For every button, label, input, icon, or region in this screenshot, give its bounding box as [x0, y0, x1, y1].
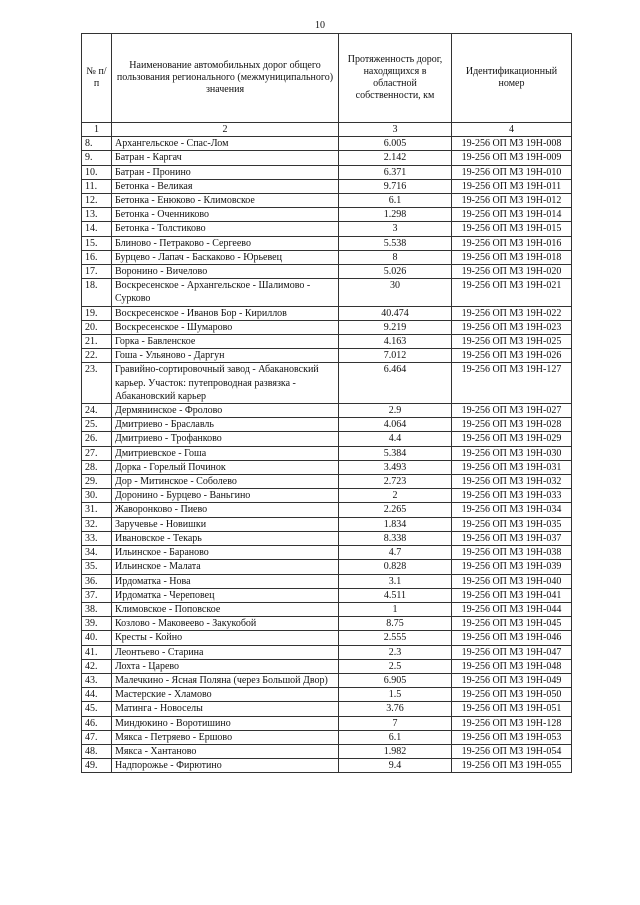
road-id: 19-256 ОП МЗ 19Н-018 [452, 250, 572, 264]
road-length: 7.012 [339, 349, 452, 363]
road-length: 9.716 [339, 179, 452, 193]
row-number: 9. [82, 151, 112, 165]
road-id: 19-256 ОП МЗ 19Н-038 [452, 546, 572, 560]
road-name: Бетонка - Толстиково [112, 222, 339, 236]
road-name: Надпорожье - Фирютино [112, 759, 339, 773]
road-length: 8.338 [339, 531, 452, 545]
road-name: Кресты - Койно [112, 631, 339, 645]
road-name: Воскресенское - Иванов Бор - Кириллов [112, 306, 339, 320]
road-length: 6.371 [339, 165, 452, 179]
road-length: 3.1 [339, 574, 452, 588]
table-row [82, 531, 572, 545]
road-name: Мастерские - Хламово [112, 688, 339, 702]
road-name: Ильинское - Бараново [112, 546, 339, 560]
road-name: Ирдоматка - Нова [112, 574, 339, 588]
row-number: 18. [82, 279, 112, 306]
table-row [82, 236, 572, 250]
road-length: 4.7 [339, 546, 452, 560]
road-id: 19-256 ОП МЗ 19Н-012 [452, 194, 572, 208]
road-id: 19-256 ОП МЗ 19Н-039 [452, 560, 572, 574]
road-name: Гоша - Ульяново - Даргун [112, 349, 339, 363]
column-numbers-row [82, 123, 572, 137]
road-length: 30 [339, 279, 452, 306]
road-name: Бурцево - Лапач - Баскаково - Юрьевец [112, 250, 339, 264]
row-number: 22. [82, 349, 112, 363]
road-id: 19-256 ОП МЗ 19Н-034 [452, 503, 572, 517]
road-name: Малечкино - Ясная Поляна (через Большой Двор) [112, 673, 339, 687]
road-id: 19-256 ОП МЗ 19Н-127 [452, 363, 572, 404]
table-row [82, 631, 572, 645]
row-number: 29. [82, 475, 112, 489]
road-id: 19-256 ОП МЗ 19Н-010 [452, 165, 572, 179]
table-row [82, 250, 572, 264]
road-name: Гравийно-сортировочный завод - Абакановский карьер. Участок: путепроводная развязка - Абакановский карьер [112, 363, 339, 404]
road-length: 5.384 [339, 446, 452, 460]
row-number: 32. [82, 517, 112, 531]
road-id: 19-256 ОП МЗ 19Н-033 [452, 489, 572, 503]
row-number: 47. [82, 730, 112, 744]
table-row [82, 489, 572, 503]
road-id: 19-256 ОП МЗ 19Н-009 [452, 151, 572, 165]
road-name: Мякса - Хантаново [112, 744, 339, 758]
road-length: 9.219 [339, 320, 452, 334]
road-id: 19-256 ОП МЗ 19Н-008 [452, 137, 572, 151]
road-name: Дермянинское - Фролово [112, 404, 339, 418]
road-name: Дорка - Горелый Починок [112, 460, 339, 474]
road-name: Козлово - Маковеево - Закукобой [112, 617, 339, 631]
table-row [82, 404, 572, 418]
row-number: 20. [82, 320, 112, 334]
row-number: 40. [82, 631, 112, 645]
road-name: Воскресенское - Шумарово [112, 320, 339, 334]
row-number: 31. [82, 503, 112, 517]
road-length: 4.163 [339, 335, 452, 349]
road-name: Горка - Бавленское [112, 335, 339, 349]
road-name: Дмитриево - Трофанково [112, 432, 339, 446]
row-number: 10. [82, 165, 112, 179]
road-id: 19-256 ОП МЗ 19Н-050 [452, 688, 572, 702]
row-number: 37. [82, 588, 112, 602]
road-name: Климовское - Поповское [112, 602, 339, 616]
road-name: Ирдоматка - Череповец [112, 588, 339, 602]
road-id: 19-256 ОП МЗ 19Н-025 [452, 335, 572, 349]
road-id: 19-256 ОП МЗ 19Н-128 [452, 716, 572, 730]
page-number: 10 [315, 20, 325, 31]
road-length: 1.982 [339, 744, 452, 758]
row-number: 46. [82, 716, 112, 730]
road-name: Дмитриевское - Гоша [112, 446, 339, 460]
road-length: 5.026 [339, 265, 452, 279]
road-length: 1.834 [339, 517, 452, 531]
header-num: № п/п [82, 34, 112, 123]
row-number: 25. [82, 418, 112, 432]
road-id: 19-256 ОП МЗ 19Н-030 [452, 446, 572, 460]
table-row [82, 659, 572, 673]
roads-table [81, 33, 572, 773]
road-name: Дмитриево - Браславль [112, 418, 339, 432]
road-id: 19-256 ОП МЗ 19Н-041 [452, 588, 572, 602]
road-id: 19-256 ОП МЗ 19Н-022 [452, 306, 572, 320]
road-length: 2.9 [339, 404, 452, 418]
table-row [82, 265, 572, 279]
road-name: Лохта - Царево [112, 659, 339, 673]
road-id: 19-256 ОП МЗ 19Н-046 [452, 631, 572, 645]
road-length: 6.905 [339, 673, 452, 687]
road-id: 19-256 ОП МЗ 19Н-031 [452, 460, 572, 474]
table-row [82, 137, 572, 151]
road-id: 19-256 ОП МЗ 19Н-014 [452, 208, 572, 222]
table-row [82, 673, 572, 687]
road-length: 2.555 [339, 631, 452, 645]
road-name: Воронино - Вичелово [112, 265, 339, 279]
table-row [82, 475, 572, 489]
row-number: 11. [82, 179, 112, 193]
road-name: Доронино - Бурцево - Ваньгино [112, 489, 339, 503]
table-row [82, 517, 572, 531]
road-length: 2.3 [339, 645, 452, 659]
column-number: 4 [452, 123, 572, 137]
road-length: 1.298 [339, 208, 452, 222]
table-row [82, 602, 572, 616]
road-length: 9.4 [339, 759, 452, 773]
table-row [82, 702, 572, 716]
road-name: Бетонка - Великая [112, 179, 339, 193]
road-length: 3.493 [339, 460, 452, 474]
road-name: Архангельское - Спас-Лом [112, 137, 339, 151]
row-number: 38. [82, 602, 112, 616]
road-id: 19-256 ОП МЗ 19Н-032 [452, 475, 572, 489]
table-row [82, 716, 572, 730]
header-length: Протяженность дорог, находящихся в областной собственности, км [339, 34, 452, 123]
road-id: 19-256 ОП МЗ 19Н-028 [452, 418, 572, 432]
road-name: Батран - Пронино [112, 165, 339, 179]
table-row [82, 349, 572, 363]
table-row [82, 363, 572, 404]
table-row [82, 279, 572, 306]
table-row [82, 432, 572, 446]
road-name: Бетонка - Оченниково [112, 208, 339, 222]
road-id: 19-256 ОП МЗ 19Н-016 [452, 236, 572, 250]
row-number: 44. [82, 688, 112, 702]
road-length: 4.511 [339, 588, 452, 602]
road-length: 6.464 [339, 363, 452, 404]
column-number: 3 [339, 123, 452, 137]
road-name: Заручевье - Новишки [112, 517, 339, 531]
row-number: 33. [82, 531, 112, 545]
table-row [82, 306, 572, 320]
table-row [82, 503, 572, 517]
row-number: 42. [82, 659, 112, 673]
row-number: 43. [82, 673, 112, 687]
row-number: 23. [82, 363, 112, 404]
table-row [82, 208, 572, 222]
road-length: 2.142 [339, 151, 452, 165]
table-row [82, 759, 572, 773]
table-row [82, 460, 572, 474]
table-row [82, 617, 572, 631]
table-row [82, 560, 572, 574]
row-number: 28. [82, 460, 112, 474]
table-row [82, 546, 572, 560]
row-number: 12. [82, 194, 112, 208]
table-header-row [82, 34, 572, 123]
road-name: Ильинское - Малата [112, 560, 339, 574]
row-number: 49. [82, 759, 112, 773]
road-length: 4.064 [339, 418, 452, 432]
row-number: 34. [82, 546, 112, 560]
row-number: 30. [82, 489, 112, 503]
road-id: 19-256 ОП МЗ 19Н-048 [452, 659, 572, 673]
road-id: 19-256 ОП МЗ 19Н-054 [452, 744, 572, 758]
road-length: 3.76 [339, 702, 452, 716]
road-id: 19-256 ОП МЗ 19Н-029 [452, 432, 572, 446]
row-number: 45. [82, 702, 112, 716]
road-length: 1.5 [339, 688, 452, 702]
road-length: 6.1 [339, 730, 452, 744]
row-number: 26. [82, 432, 112, 446]
column-number: 1 [82, 123, 112, 137]
row-number: 13. [82, 208, 112, 222]
road-length: 0.828 [339, 560, 452, 574]
road-name: Жаворонково - Пиево [112, 503, 339, 517]
row-number: 15. [82, 236, 112, 250]
road-id: 19-256 ОП МЗ 19Н-011 [452, 179, 572, 193]
table-row [82, 151, 572, 165]
road-length: 40.474 [339, 306, 452, 320]
table-row [82, 418, 572, 432]
road-id: 19-256 ОП МЗ 19Н-027 [452, 404, 572, 418]
road-id: 19-256 ОП МЗ 19Н-026 [452, 349, 572, 363]
road-id: 19-256 ОП МЗ 19Н-035 [452, 517, 572, 531]
table-row [82, 574, 572, 588]
table-row [82, 320, 572, 334]
road-length: 7 [339, 716, 452, 730]
road-length: 6.1 [339, 194, 452, 208]
row-number: 41. [82, 645, 112, 659]
road-name: Матинга - Новоселы [112, 702, 339, 716]
row-number: 14. [82, 222, 112, 236]
road-length: 3 [339, 222, 452, 236]
row-number: 35. [82, 560, 112, 574]
road-name: Ивановское - Текарь [112, 531, 339, 545]
table-row [82, 222, 572, 236]
row-number: 19. [82, 306, 112, 320]
row-number: 17. [82, 265, 112, 279]
table-row [82, 588, 572, 602]
row-number: 24. [82, 404, 112, 418]
road-id: 19-256 ОП МЗ 19Н-045 [452, 617, 572, 631]
table-row [82, 446, 572, 460]
road-length: 2.265 [339, 503, 452, 517]
column-number: 2 [112, 123, 339, 137]
row-number: 36. [82, 574, 112, 588]
road-id: 19-256 ОП МЗ 19Н-053 [452, 730, 572, 744]
road-length: 1 [339, 602, 452, 616]
road-length: 4.4 [339, 432, 452, 446]
table-row [82, 645, 572, 659]
road-name: Леонтьево - Старина [112, 645, 339, 659]
table-row [82, 688, 572, 702]
table-row [82, 165, 572, 179]
road-id: 19-256 ОП МЗ 19Н-047 [452, 645, 572, 659]
road-name: Мякса - Петряево - Ершово [112, 730, 339, 744]
row-number: 8. [82, 137, 112, 151]
road-length: 2.723 [339, 475, 452, 489]
road-id: 19-256 ОП МЗ 19Н-021 [452, 279, 572, 306]
road-name: Дор - Митинское - Соболево [112, 475, 339, 489]
header-id: Идентификационный номер [452, 34, 572, 123]
road-name: Миндюкино - Воротишино [112, 716, 339, 730]
road-id: 19-256 ОП МЗ 19Н-051 [452, 702, 572, 716]
road-length: 5.538 [339, 236, 452, 250]
road-length: 2 [339, 489, 452, 503]
road-name: Батран - Каргач [112, 151, 339, 165]
row-number: 16. [82, 250, 112, 264]
table-row [82, 179, 572, 193]
road-name: Бетонка - Енюково - Климовское [112, 194, 339, 208]
row-number: 39. [82, 617, 112, 631]
road-length: 6.005 [339, 137, 452, 151]
road-length: 8 [339, 250, 452, 264]
road-id: 19-256 ОП МЗ 19Н-015 [452, 222, 572, 236]
road-id: 19-256 ОП МЗ 19Н-037 [452, 531, 572, 545]
road-name: Блиново - Петраково - Сергеево [112, 236, 339, 250]
row-number: 21. [82, 335, 112, 349]
road-id: 19-256 ОП МЗ 19Н-020 [452, 265, 572, 279]
road-id: 19-256 ОП МЗ 19Н-044 [452, 602, 572, 616]
header-name: Наименование автомобильных дорог общего пользования регионального (межмуниципального) значения [112, 34, 339, 123]
road-length: 2.5 [339, 659, 452, 673]
road-length: 8.75 [339, 617, 452, 631]
table-row [82, 335, 572, 349]
row-number: 27. [82, 446, 112, 460]
road-id: 19-256 ОП МЗ 19Н-055 [452, 759, 572, 773]
road-id: 19-256 ОП МЗ 19Н-040 [452, 574, 572, 588]
road-name: Воскресенское - Архангельское - Шалимово - Сурково [112, 279, 339, 306]
row-number: 48. [82, 744, 112, 758]
table-row [82, 744, 572, 758]
table-row [82, 194, 572, 208]
road-id: 19-256 ОП МЗ 19Н-023 [452, 320, 572, 334]
table-row [82, 730, 572, 744]
road-id: 19-256 ОП МЗ 19Н-049 [452, 673, 572, 687]
table-body [82, 137, 572, 773]
